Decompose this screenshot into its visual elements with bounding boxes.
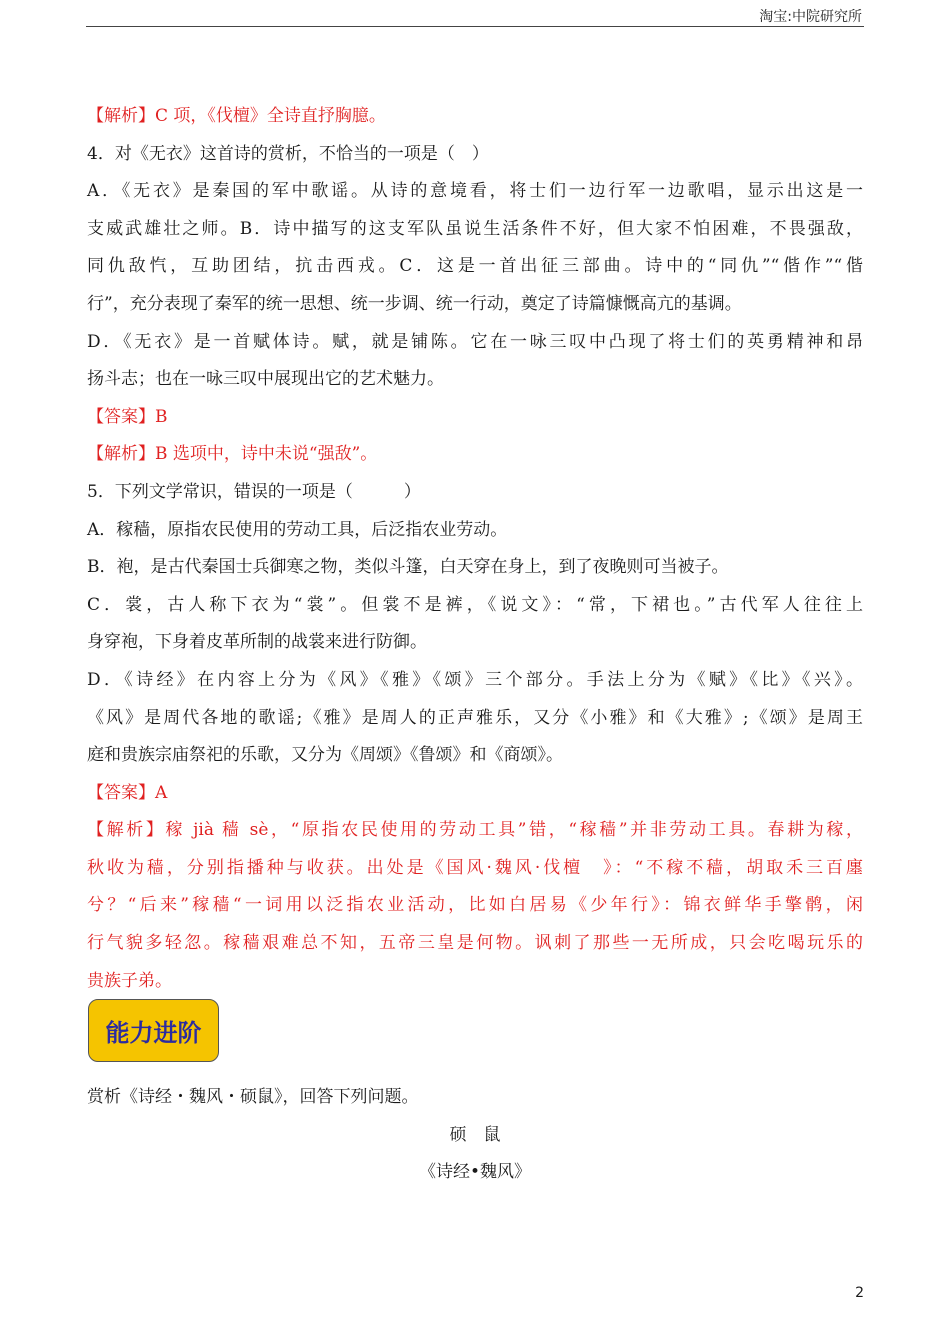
text-line: 支威武雄壮之师。B．诗中描写的这支军队虽说生活条件不好，但大家不怕困难，不畏强敌， bbox=[87, 218, 863, 239]
text-line: 【答案】A bbox=[87, 782, 168, 803]
page-number: 2 bbox=[855, 1285, 864, 1301]
poem-source: 《诗经•魏风》 bbox=[418, 1162, 532, 1183]
document-body bbox=[87, 98, 863, 1000]
text-line: 秋收为穑，分别指播种与收获。出处是《国风·魏风·伐檀 》：“不稼不穑，胡取禾三百廛 bbox=[87, 857, 863, 878]
text-line: A．《无衣》是秦国的军中歌谣。从诗的意境看，将士们一边行军一边歌唱，显示出这是一 bbox=[87, 181, 863, 202]
text-line: 兮？“后来”稼穑“一词用以泛指农业活动，比如白居易《少年行》：锦衣鲜华手擎鹘，闲 bbox=[87, 895, 863, 916]
reading-intro: 赏析《诗经・魏风・硕鼠》，回答下列问题。 bbox=[87, 1087, 419, 1107]
text-line: D．《无衣》是一首赋体诗。赋，就是铺陈。它在一咏三叹中凸现了将士们的英勇精神和昂 bbox=[87, 331, 863, 352]
text-line: B．袍，是古代秦国士兵御寒之物，类似斗篷，白天穿在身上，到了夜晚则可当被子。 bbox=[87, 557, 729, 578]
poem-title: 硕 鼠 bbox=[449, 1124, 501, 1145]
page-header bbox=[86, 6, 864, 27]
text-line: C．裳，古人称下衣为“裳”。但裳不是裤，《说文》：“常，下裙也。”古代军人往往上 bbox=[87, 594, 863, 615]
text-line: 贵族子弟。 bbox=[87, 970, 172, 991]
text-line: 扬斗志；也在一咏三叹中展现出它的艺术魅力。 bbox=[87, 369, 444, 390]
reading-section bbox=[87, 1079, 863, 1192]
text-line: 行气貌多轻忽。稼穑艰难总不知，五帝三皇是何物。讽刺了那些一无所成，只会吃喝玩乐的 bbox=[87, 933, 863, 954]
text-line: 行”，充分表现了秦军的统一思想、统一步调、统一行动，奠定了诗篇慷慨高亢的基调。 bbox=[87, 293, 742, 314]
text-line: 【答案】B bbox=[87, 406, 168, 427]
text-line: 同仇敌忾，互助团结，抗击西戎。C．这是一首出征三部曲。诗中的“同仇”“偕作”“偕 bbox=[87, 256, 863, 277]
header-text: 淘宝:中院研究所 bbox=[759, 9, 862, 25]
text-line: 【解析】稼 jià 穑 sè，“原指农民使用的劳动工具”错，“稼穑”并非劳动工具。春耕为稼， bbox=[87, 820, 863, 841]
text-line: 【解析】C 项，《伐檀》全诗直抒胸臆。 bbox=[87, 106, 386, 126]
text-line: 庭和贵族宗庙祭祀的乐歌，又分为《周颂》《鲁颂》和《商颂》。 bbox=[87, 745, 563, 766]
text-line: 身穿袍，下身着皮革所制的战裳来进行防御。 bbox=[87, 632, 427, 653]
text-line: A．稼穑，原指农民使用的劳动工具，后泛指农业劳动。 bbox=[87, 519, 508, 540]
text-line: 【解析】B 选项中，诗中未说“强敌”。 bbox=[87, 444, 378, 465]
section-banner bbox=[88, 999, 219, 1062]
section-banner-label: 能力进阶 bbox=[105, 1019, 202, 1047]
text-line: D．《诗经》在内容上分为《风》《雅》《颂》三个部分。手法上分为《赋》《比》《兴》。 bbox=[87, 669, 863, 690]
text-line: 5．下列文学常识，错误的一项是（ ） bbox=[87, 481, 421, 502]
text-line: 《风》是周代各地的歌谣;《雅》是周人的正声雅乐，又分《小雅》和《大雅》;《颂》是周王 bbox=[87, 707, 863, 728]
text-line: 4．对《无衣》这首诗的赏析，不恰当的一项是（ ） bbox=[87, 143, 489, 164]
